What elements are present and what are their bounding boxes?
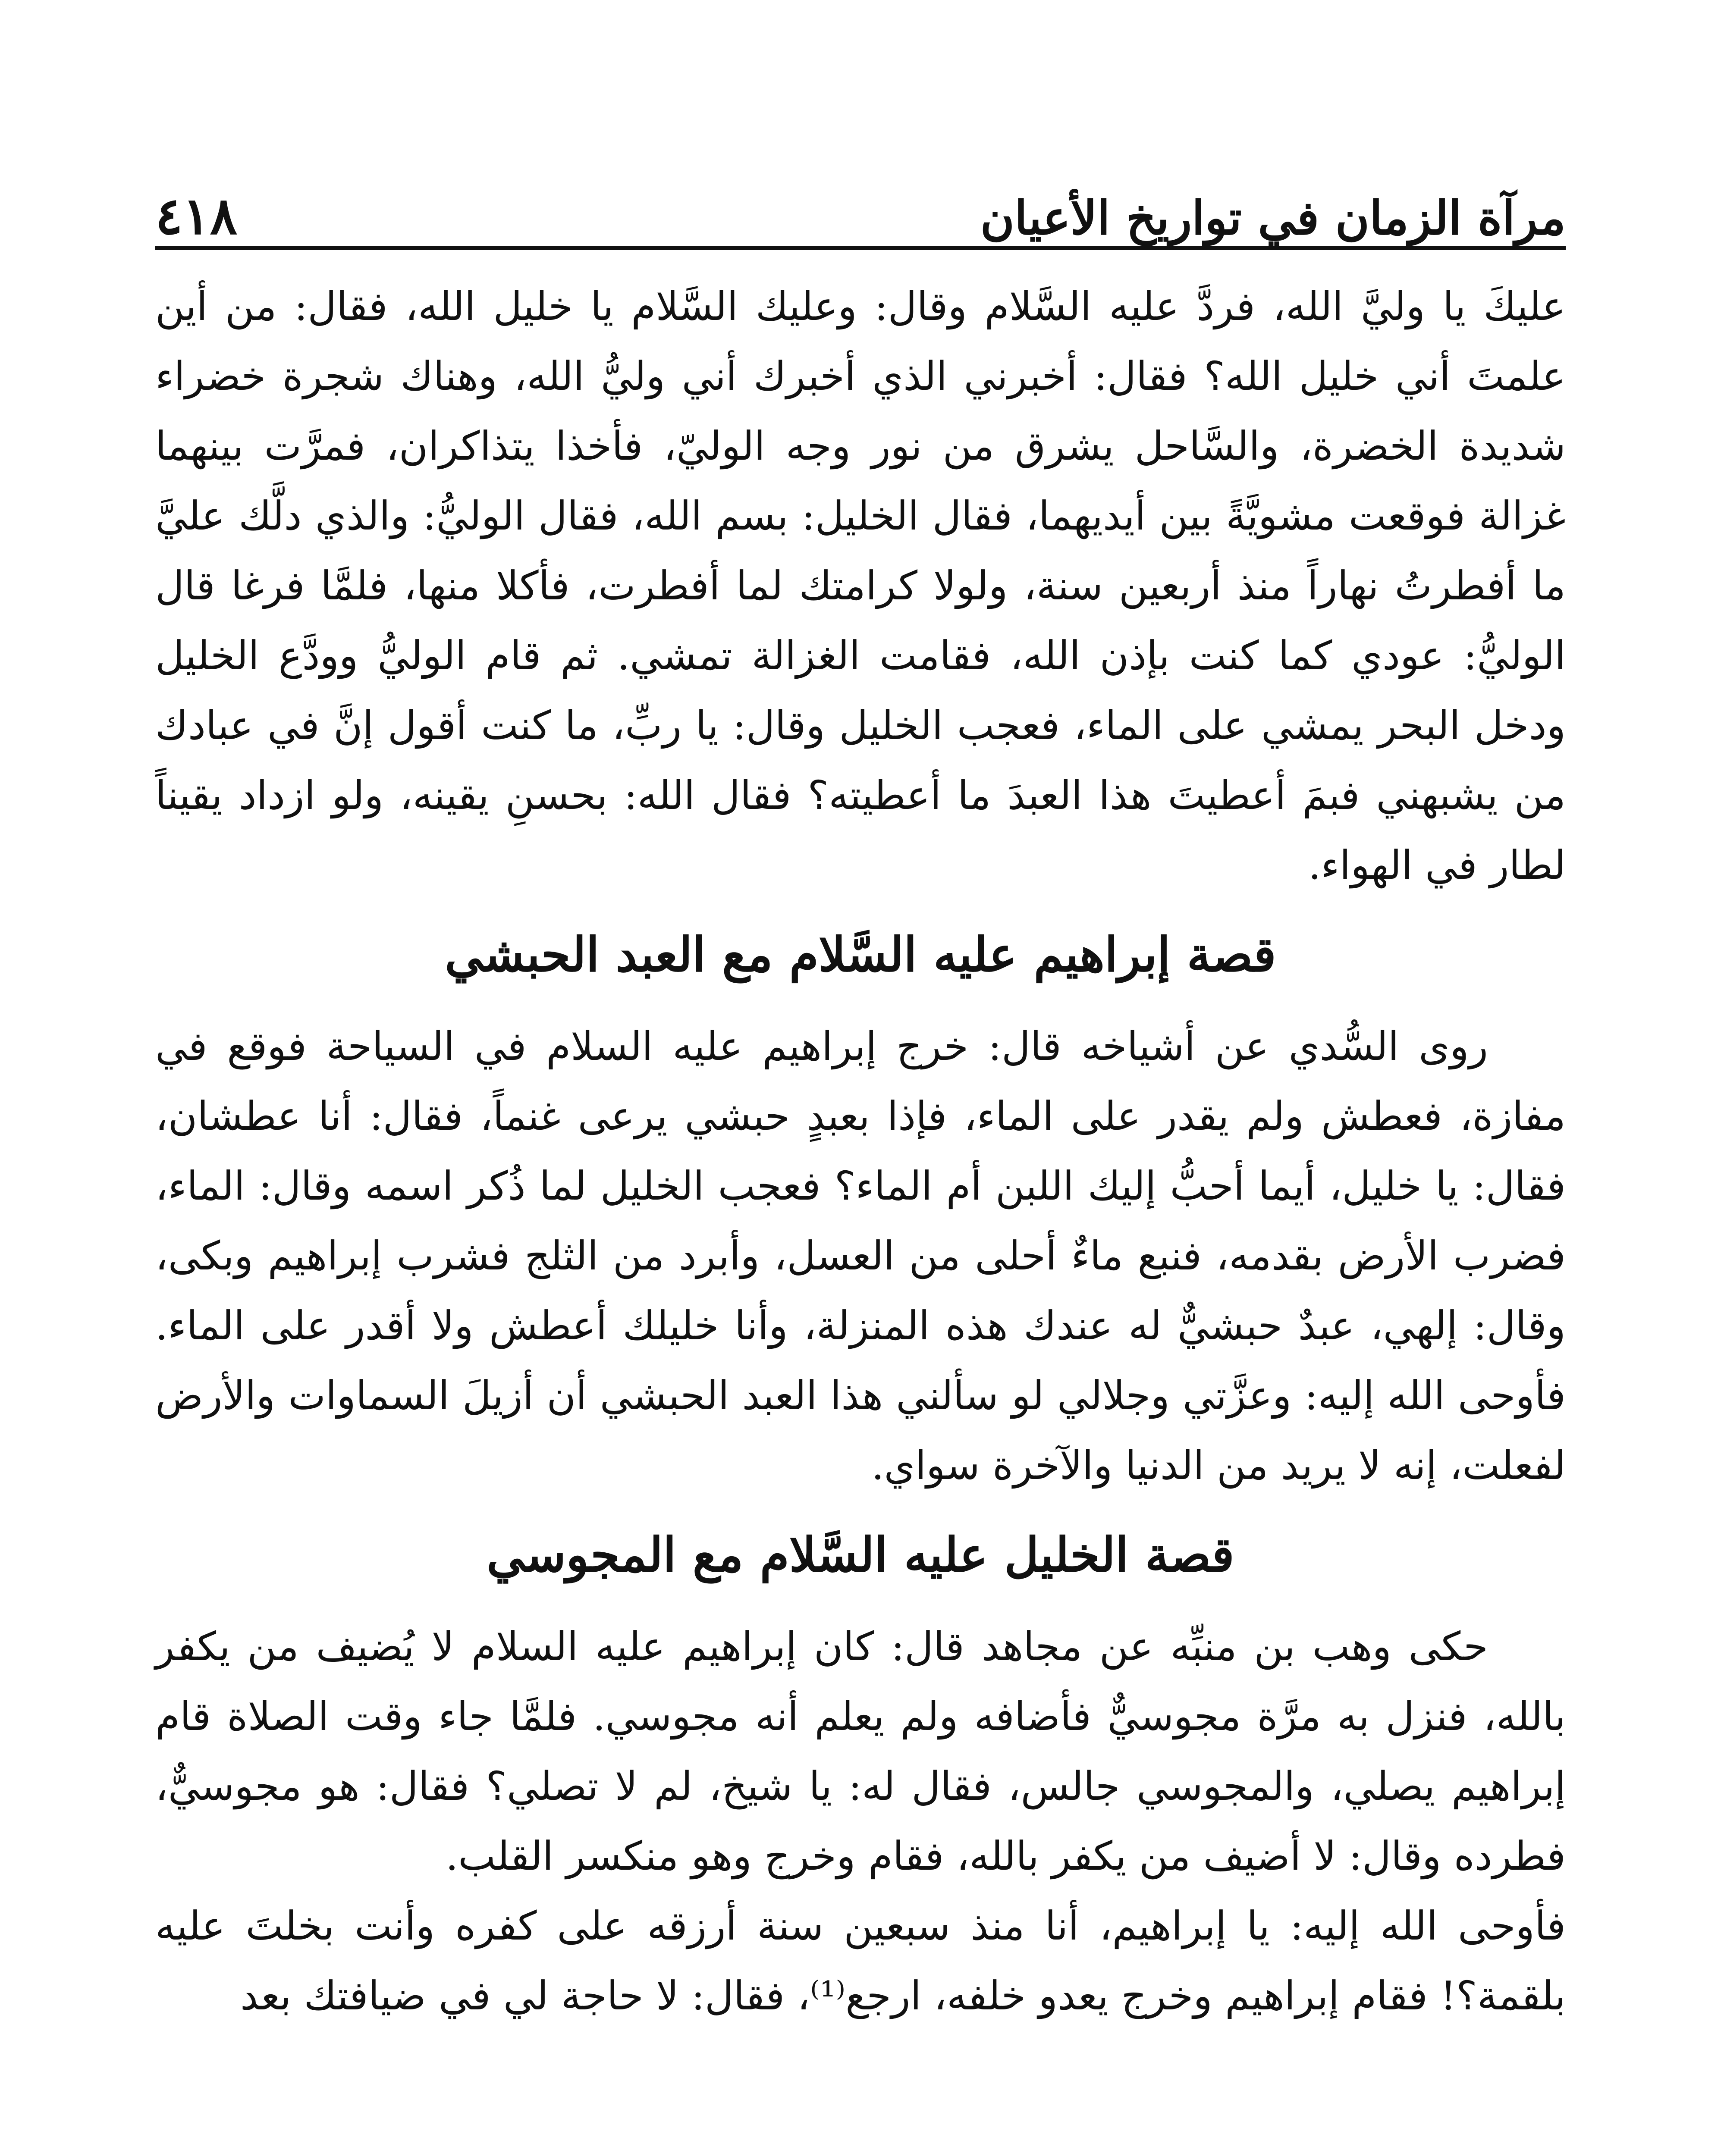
book-title: مرآة الزمان في تواريخ الأعيان [980,191,1566,245]
body-text [155,272,1566,2031]
section-heading: قصة الخليل عليه السَّلام مع المجوسي [487,1527,1234,1583]
paragraph: روى السُّدي عن أشياخه قال: خرج إبراهيم عليه السلام في السياحة فوقع في مفازة، فعطش ولم يقدر على الماء، فإذا بعبدٍ حبشي يرعى غنماً، فقال: أنا عطشان، فقال: يا خليل، أيما أحبُّ إليك اللبن أم الماء؟ فعجب الخليل لما ذُكر اسمه وقال: الماء، فضرب الأرض بقدمه، فنبع ماءٌ أحلى من العسل، وأبرد من الثلج فشرب إبراهيم وبكى، وقال: إلهي، عبدٌ حبشيٌّ له عندك هذه المنزلة، وأنا خليلك أعطش ولا أقدر على الماء. فأوحى الله إليه: وعزَّتي وجلالي لو سألني هذا العبد الحبشي أن أزيلَ السماوات والأرض لفعلت، إنه لا يريد من الدنيا والآخرة سواي. [155,1023,1566,1489]
paragraph: حكى وهب بن منبِّه عن مجاهد قال: كان إبراهيم عليه السلام لا يُضيف من يكفر بالله، فنزل به مرَّة مجوسيٌّ فأضافه ولم يعلم أنه مجوسي. فلمَّا جاء وقت الصلاة قام إبراهيم يصلي، والمجوسي جالس، فقال له: يا شيخ، لم لا تصلي؟ فقال: هو مجوسيٌّ، فطرده وقال: لا أضيف من يكفر بالله، فقام وخرج وهو منكسر القلب. [155,1623,1566,1879]
book-page [155,129,1566,2156]
running-header [155,155,1566,246]
page-number: ٤١٨ [155,186,238,246]
paragraph: عليكَ يا وليَّ الله، فردَّ عليه السَّلام وقال: وعليك السَّلام يا خليل الله، فقال: من أين علمتَ أني خليل الله؟ فقال: أخبرني الذي أخبرك أني وليُّ الله، وهناك شجرة خضراء شديدة الخضرة، والسَّاحل يشرق من نور وجه الوليّ، فأخذا يتذاكران، فمرَّت بينهما غزالة فوقعت مشويَّةً بين أيديهما، فقال الخليل: بسم الله، فقال الوليُّ: والذي دلَّك عليَّ ما أفطرتُ نهاراً منذ أربعين سنة، ولولا كرامتك لما أفطرت، فأكلا منها، فلمَّا فرغا قال الوليُّ: عودي كما كنت بإذن الله، فقامت الغزالة تمشي. ثم قام الوليُّ وودَّع الخليل ودخل البحر يمشي على الماء، فعجب الخليل وقال: يا ربِّ، ما كنت أقول إنَّ في عبادك من يشبهني فبمَ أعطيتَ هذا العبدَ ما أعطيته؟ فقال الله: بحسنِ يقينه، ولو ازداد يقيناً لطار في الهواء. [155,283,1566,888]
header-divider [155,246,1566,250]
section-heading: قصة إبراهيم عليه السَّلام مع العبد الحبشي [445,927,1276,982]
paragraph: فأوحى الله إليه: يا إبراهيم، أنا منذ سبعين سنة أرزقه على كفره وأنت بخلتَ عليه بلقمة؟! فقام إبراهيم وخرج يعدو خلفه، ارجع⁽¹⁾، فقال: لا حاجة لي في ضيافتك بعد [155,1903,1566,2019]
